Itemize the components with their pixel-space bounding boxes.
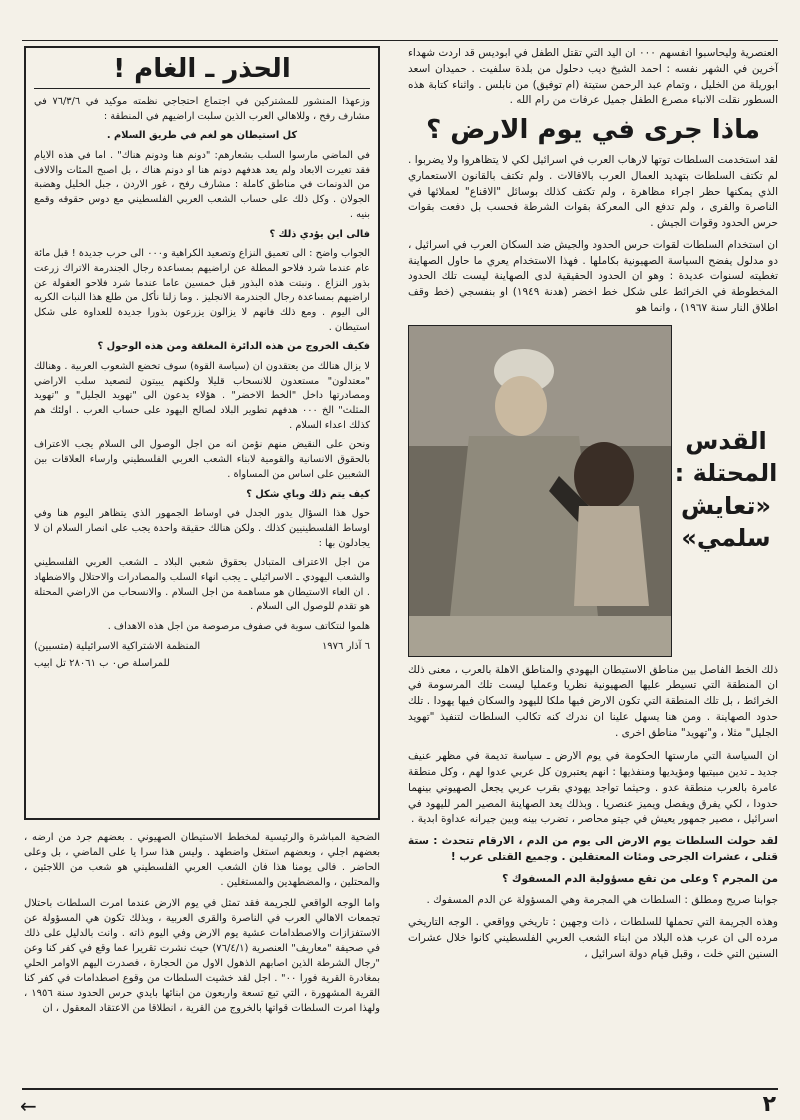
soldier-photo bbox=[408, 325, 672, 657]
leaflet-title: الحذر ـ الغام ! bbox=[34, 54, 370, 89]
leaflet-address-row bbox=[34, 658, 370, 669]
leaflet-p1: في الماضي مارسوا السلب بشعارهم: "دونم هنا ودونم هناك" . اما في هذه الايام فقد تغيرت الابعاد ولم يعد هدفهم دونم هنا او دونم هناك ، بل اصبح المئات والالاف من الدونمات في مناطق كاملة : مشارف رفح ، غور الاردن ، جبل الخليل وهضبة الجولان . وكل ذلك على حساب الشعب العربي الفلسطيني مع دوس حقوقه وقمع بنيه . bbox=[34, 150, 370, 220]
right-p3: ذلك الخط الفاصل بين مناطق الاستيطان اليهودي والمناطق الاهلة بالعرب ، معنى ذلك ان المنطقة التي تسيطر عليها الصهيونية نظريا وعمليا ليست تلك المرسومة في الخرائط ، بل تلك المنطقة التي تكون الارض فيها ملكا لليهود والسكان فيها يهودا . تلك حدود الصهاينة . ومن هنا يسهل علينا ان ندرك كنه تكالب السلطات لتنفيذ "تهويد الجليل" مثلا ، و"تهويد" مناطق اخرى . bbox=[408, 663, 778, 739]
leaflet-signature bbox=[34, 641, 370, 652]
leaflet-q4: كيف يتم ذلك وباي شكل ؟ bbox=[246, 488, 370, 500]
lower-left-p2: واما الوجه الواقعي للجريمة فقد تمثل في يوم الارض عندما امرت السلطات باحتلال تجمعات الاهالي العرب في الناصرة والقرى العربية ، وبذلك تكون هي المسؤولة عن الاستفزازات والاصطدامات عشية يوم الارض وفي اليوم ذاته . وانت بالدليل على ذلك في صحيفة "معاريف" العنصرية (٧٦/٤/١) حيث نشرت تقريرا عما وقع في كفر كنا وعن "رجال الشرطة الذين اصابهم الذهول الاول من الحجارة ، فصدرت اليهم الاوامر الحلي بمغادرة القرية فورا ٠٠" . اجل لقد خشيت السلطات من وقوع اصطدامات في كفر كنا القرية المشهورة ، التي تبع تسعة واربعون من ابنائها بايدي حرس الحدود سنة ١٩٥٦ ، ولهذا امرت السلطات قواتها بالخروج من القرية ، انطلاقا من الاعتقاد المعقول ، ان bbox=[24, 898, 381, 1014]
photo-illustration bbox=[409, 326, 671, 656]
left-arrow-icon: ← bbox=[20, 1094, 37, 1118]
caption-line-3: «تعايش bbox=[681, 491, 772, 520]
photo-caption bbox=[674, 325, 778, 655]
photo-block bbox=[408, 325, 778, 655]
leaflet-p2: الجواب واضح : الى تعميق النزاع وتصعيد الكراهية و٠٠٠ الى حرب جديدة ! قبل مائة عام عندما شرد فلاحو المطلة عن اراضيهم بمساعدة رجال الجندرمة الاتراك زرعت بذور النزاع . ونبتت هذه البذور قبل خمسين عاما عندما شرد فلاحو العفولة عن اراضيهم بمساعدة رجال الجندرمة الانجليز . وما زلنا نأكل من طلع هذا النبات الكريه الى اليوم . ومع ذلك فانهم لا يزالون يزرعون بذورا جديدة للعداوة على شكل استيطان . bbox=[34, 248, 371, 333]
leaflet-org: المنظمة الاشتراكية الاسرائيلية (متسبين) bbox=[34, 640, 201, 652]
right-p2: ان استخدام السلطات لقوات حرس الحدود والجيش ضد السكان العرب في اسرائيل ، دو مدلول يفضح السياسة الصهيونية بكاملها . فهذا الاستخدام يعري ما حاول الصهاينة تغطيته لسنوات عديدة : وهو ان الحدود الحقيقية لدى الصهاينة ليست تلك الحدود المخطوطة في الخرائط على شكل خط اخضر (هدنة ١٩٤٩) او بنفسجي (خط وقف اطلاق النار سنة ١٩٦٧) ، وانما هو bbox=[408, 238, 778, 314]
right-p5: لقد حولت السلطات يوم الارض الى يوم من الدم ، الارقام تتحدث : ستة قتلى ، عشرات الجرحى ومئات المعتقلين . وجميع القتلى عرب ! bbox=[408, 835, 778, 863]
caption-line-2: المحتلة : bbox=[674, 459, 778, 488]
right-p8: وهذه الجريمة التي تحملها للسلطات ، ذات وجهين : تاريخي وواقعي . الوجه التاريخي مرده الى ان عرب هذه البلاد من ابناء الشعب العربي الفلسطيني كانوا خلال عشرات السنين التي خلت ، وقبل قيام دولة اسرائيل ، bbox=[408, 916, 778, 960]
right-intro: العنصرية وليحاسبوا انفسهم ٠٠٠ ان اليد التي تقتل الطفل في ابوديس قد اردت شهداء آخرين في الشهر نفسه : احمد الشيخ ديب دحلول من بلدة سلفيت . حميدان اسعد ابوريلة من الخليل ، وتمام عبد الرحمن ستيتة (ام توفيق) من نابلس . واثناء كتابة هذه السطور نقلت الانباء مصرع الطفل جميل عرفات من رام الله . bbox=[408, 47, 778, 107]
leaflet-p6: من اجل الاعتراف المتبادل بحقوق شعبي البلاد ـ الشعب العربي الفلسطيني والشعب اليهودي ـ الاسرائيلي ـ يجب انهاء السلب والمصادرات والاحتلال والاضطهاد . ان الغاء الاستيطان هو مساهمة من اجل السلام . والانسحاب من الاراضي المحتلة هو تقدم للوصول الى السلام . bbox=[34, 557, 370, 613]
leaflet-intro: وزعهذا المنشور للمشتركين في اجتماع احتجاجي نظمته موكيد في ٧٦/٣/٦ في مشارف رفح ، وللاهالي العرب الذين سلبت اراضيهم في المنطقة : bbox=[34, 96, 370, 122]
right-p4: ان السياسة التي مارستها الحكومة في يوم الارض ـ سياسة تديمة في مظهر عنيف جديد ـ تدين مبيتيها ومؤيديها ومنفذيها : انهم يعتبرون كل عربي عدوا لهم ، وكل منطقة عامرة بالعرب منطقة عدو . وحيثما تواجد يهودي بقرب عربي يجعل الصهيوني بينهما حدودا ، لكي يفرق ويفصل ويميز عنصريا . وبذلك يعد الصهاينة المصير المر لليهود في اسرائيل ، مصير جمهور يعيش في جيتو محاصر ، تضرب بينه وبين جيرانه عداوة ابدية . bbox=[408, 750, 778, 826]
top-rule bbox=[22, 40, 778, 41]
lower-left-column bbox=[24, 830, 380, 1022]
right-column bbox=[408, 46, 778, 968]
leaflet-box bbox=[24, 46, 380, 820]
leaflet-q2: فالى اين يؤدي ذلك ؟ bbox=[269, 228, 370, 240]
leaflet-p7: هلموا لنتكاتف سوية في صفوف مرصوصة من اجل هذه الاهداف . bbox=[107, 621, 370, 632]
leaflet-p5: حول هذا السؤال يدور الجدل في اوساط الجمهور الذي يتظاهر اليوم هنا وفي اوساط الفلسطينيين كذلك . ولكن هنالك حقيقة واحدة يجب على انصار السلام ان لا يجادلون بها : bbox=[34, 508, 370, 549]
lower-left-p1: الضحية المباشرة والرئيسية لمخطط الاستيطان الصهيوني . بعضهم جرد من ارضه ، بعضهم اجلي ، وبعضهم استغل واضطهد . وليس هذا سرا يا على الماضي ، بل وعلى الحاضر . فالى يومنا هذا فان الشعب العربي الفلسطيني هو شعب من اللاجئين ، والمحتلين ، والمضطهدين والمستغلين . bbox=[24, 832, 380, 888]
right-p6: من المجرم ؟ وعلى من تقع مسؤولية الدم المسفوك ؟ bbox=[502, 872, 778, 885]
bottom-rule bbox=[22, 1088, 778, 1090]
right-p7: جوابنا صريح ومطلق : السلطات هي المجرمة وهي المسؤولة عن الدم المسفوك . bbox=[426, 894, 778, 907]
caption-line-1: القدس bbox=[685, 426, 767, 455]
caption-line-4: سلمي» bbox=[681, 523, 771, 552]
leaflet-p4: ونحن على النقيض منهم نؤمن انه من اجل الوصول الى السلام يجب الاعتراف بالحقوق الانسانية والقومية لابناء الشعب العربي الفلسطيني وارساء العلاقات بين الشعبين على اساس من المساواة . bbox=[34, 439, 370, 480]
right-p1: لقد استخدمت السلطات توتها لارهاب العرب في اسرائيل لكي لا يتظاهروا ولا يضربوا . لم تكتف السلطات بتهديد العمال العرب بالاقالات . ولم تكتف بالقانون الاستعماري الذي يمكنها حظر اجراء مظاهرة ، ولم تكتف كذلك بوسائل "الاقناع" لعملائها في الناصرة والقرى ، ولم تدفع الى المعركة بقوات الشرطة فحسب بل دفعت بقوات حرس الحدود وقوات الجيش . bbox=[408, 154, 778, 229]
leaflet-address: للمراسلة ص٠ ب ٢٨٠٦١ تل ابيب bbox=[34, 657, 170, 669]
leaflet-q3: فكيف الخروج من هذه الدائرة المغلقة ومن هذه الوحول ؟ bbox=[97, 341, 370, 353]
leaflet-date: ٦ آذار ١٩٧٦ bbox=[321, 640, 370, 652]
page-number: ٢ bbox=[762, 1092, 776, 1117]
leaflet-p3: لا يزال هنالك من يعتقدون ان (سياسة القوة) سوف تخضع الشعوب العربية . وهنالك "معتدلون" مستعدون للانسحاب قليلا ولكنهم يبيتون لتصعيد سلب الاراضي ومصادرتها داخل "الخط الاخضر" . هؤلاء يدعون الى "تهويد الجليل" و "تهويد المثلث" الخ ٠٠٠ هدفهم تطوير البلاد لصالح اليهود على حساب العرب . اولئك هم كذلك اعداء السلام . bbox=[34, 361, 370, 431]
article-headline: ماذا جرى في يوم الارض ؟ bbox=[426, 115, 760, 145]
leaflet-q1: كل استيطان هو لغم في طريق السلام . bbox=[106, 130, 298, 142]
